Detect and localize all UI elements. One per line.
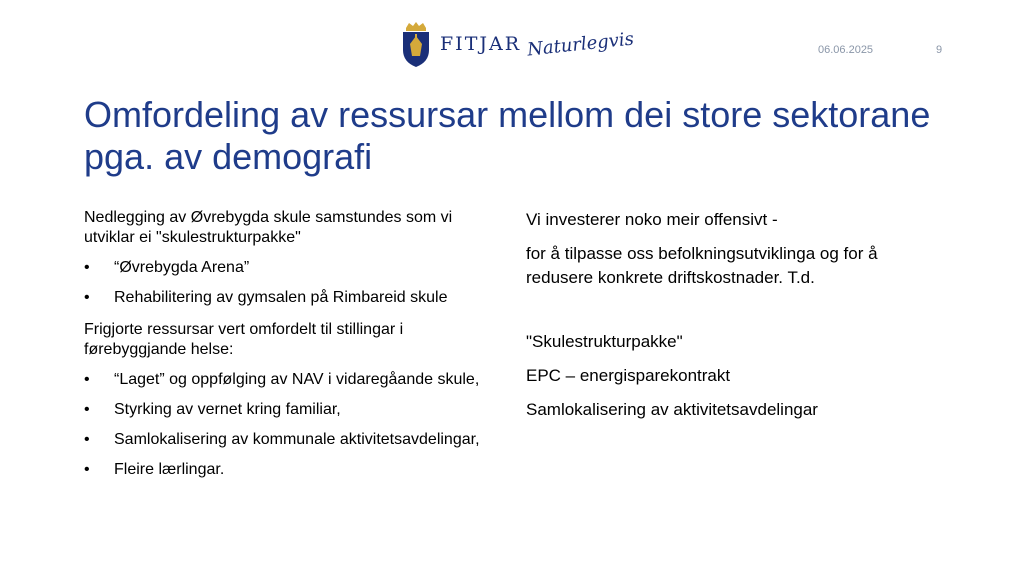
list-item-text: Fleire lærlingar.: [114, 461, 225, 478]
fitjar-logo: [400, 18, 634, 70]
right-line-5: Samlokalisering av aktivitetsavdelingar: [526, 400, 818, 419]
right-line-4: EPC – energisparekontrakt: [526, 366, 731, 385]
list-item: [84, 460, 504, 480]
left-heading-2: Frigjorte ressursar vert omfordelt til stillingar i førebyggjande helse:: [84, 321, 404, 358]
right-column: [526, 208, 946, 422]
slide-title: Omfordeling av ressursar mellom dei store sektorane pga. av demografi: [84, 94, 931, 177]
bullet-icon: •: [84, 371, 90, 388]
bullet-list-1: [84, 258, 504, 308]
bullet-icon: •: [84, 461, 90, 478]
brand-tagline: Naturlegvis: [526, 27, 635, 61]
coat-of-arms-icon: [400, 20, 432, 68]
bullet-icon: •: [84, 401, 90, 418]
list-item-text: Rehabilitering av gymsalen på Rimbareid skule: [114, 289, 448, 306]
brand-name: FITJAR: [440, 33, 522, 55]
list-item: [84, 258, 504, 278]
right-line-1: Vi investerer noko meir offensivt -: [526, 210, 778, 229]
bullet-icon: •: [84, 259, 90, 276]
right-line-2: for å tilpasse oss befolkningsutviklinga og for å redusere konkrete driftskostnader. T.d.: [526, 244, 878, 287]
list-item: [84, 288, 504, 308]
list-item-text: “Øvrebygda Arena”: [114, 259, 250, 276]
page-number: 9: [936, 44, 943, 56]
right-line-3: "Skulestrukturpakke": [526, 332, 683, 351]
bullet-icon: •: [84, 431, 90, 448]
slide-date: 06.06.2025: [818, 44, 874, 56]
list-item: [84, 370, 504, 390]
list-item-text: Styrking av vernet kring familiar,: [114, 401, 341, 418]
list-item: [84, 430, 504, 450]
list-item: [84, 400, 504, 420]
left-column: [84, 208, 504, 480]
bullet-list-2: [84, 370, 504, 480]
left-heading-1: Nedlegging av Øvrebygda skule samstundes som vi utviklar ei "skulestrukturpakke": [84, 209, 453, 246]
list-item-text: Samlokalisering av kommunale aktivitetsavdelingar,: [114, 431, 480, 448]
bullet-icon: •: [84, 289, 90, 306]
list-item-text: “Laget” og oppfølging av NAV i vidaregåande skule,: [114, 371, 480, 388]
